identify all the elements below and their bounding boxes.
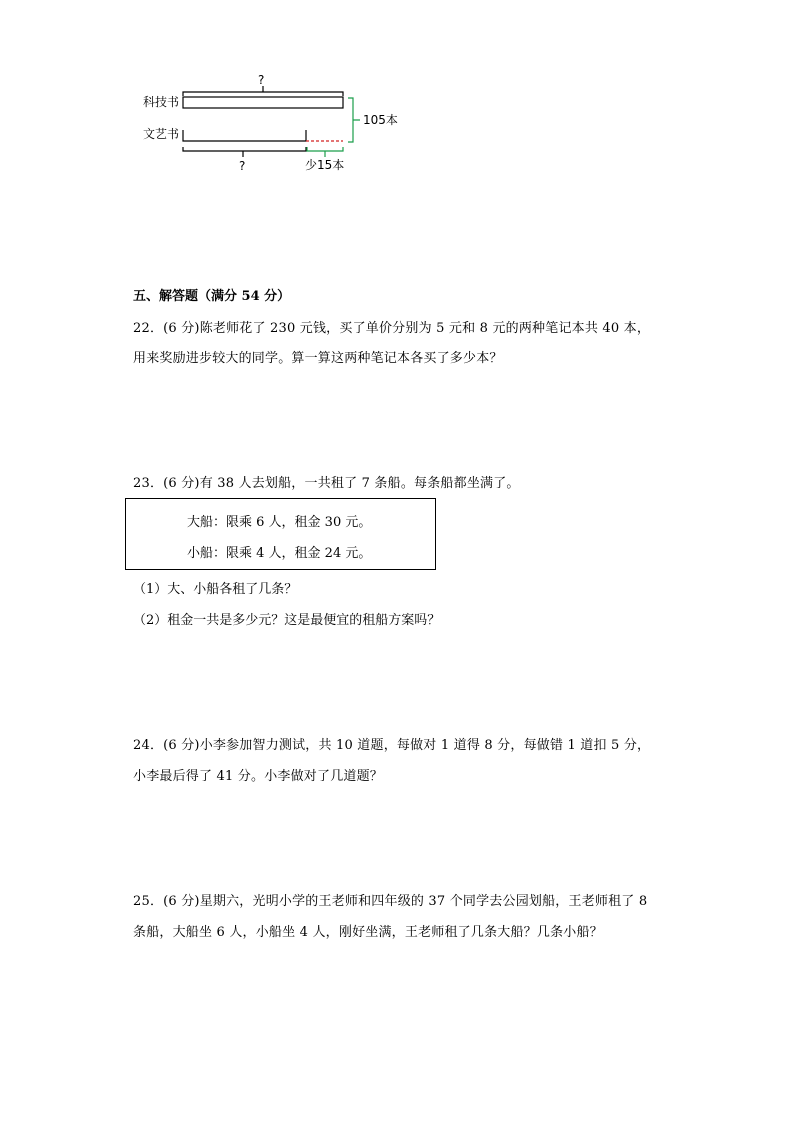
q23-sub2: （2）租金一共是多少元？这是最便宜的租船方案吗？ (133, 613, 441, 628)
top-brace (183, 86, 343, 96)
art-books-bar (183, 130, 306, 141)
q23-line1: 23．(6 分)有 38 人去划船，一共租了 7 条船。每条船都坐满了。 (133, 476, 520, 491)
bottom-brace (183, 147, 306, 157)
boat-info-box (125, 498, 436, 570)
diagram-label-art: 文艺书 (143, 127, 180, 141)
total-brace (348, 98, 360, 142)
less-brace (307, 147, 343, 157)
q24-line2: 小李最后得了 41 分。小李做对了几道题？ (133, 769, 384, 784)
science-books-bar (183, 97, 343, 108)
q22-line2: 用来奖励进步较大的同学。算一算这两种笔记本各买了多少本？ (133, 351, 503, 366)
section-title: 五、解答题（满分 54 分） (133, 289, 291, 304)
total-label: 105本 (363, 113, 398, 127)
q23-sub1: （1）大、小船各租了几条？ (133, 582, 298, 597)
q25-line1: 25．(6 分)星期六，光明小学的王老师和四年级的 37 个同学去公园划船，王老师租了 8 (133, 894, 648, 909)
big-boat-info: 大船：限乘 6 人，租金 30 元。 (187, 515, 372, 530)
small-boat-info: 小船：限乘 4 人，租金 24 元。 (187, 546, 372, 561)
diagram-question-top: ? (258, 73, 265, 87)
q25-line2: 条船，大船坐 6 人，小船坐 4 人，刚好坐满，王老师租了几条大船？几条小船？ (133, 925, 603, 940)
diagram-label-science: 科技书 (143, 95, 180, 109)
diagram-question-bottom: ? (239, 159, 246, 173)
q24-line1: 24．(6 分)小李参加智力测试，共 10 道题，每做对 1 道得 8 分，每做错 1 道扣 5 分， (133, 738, 651, 753)
q22-line1: 22．(6 分)陈老师花了 230 元钱，买了单价分别为 5 元和 8 元的两种笔记本共 40 本， (133, 321, 651, 336)
less-label: 少15本 (305, 158, 345, 172)
line-segment-diagram (0, 0, 793, 200)
